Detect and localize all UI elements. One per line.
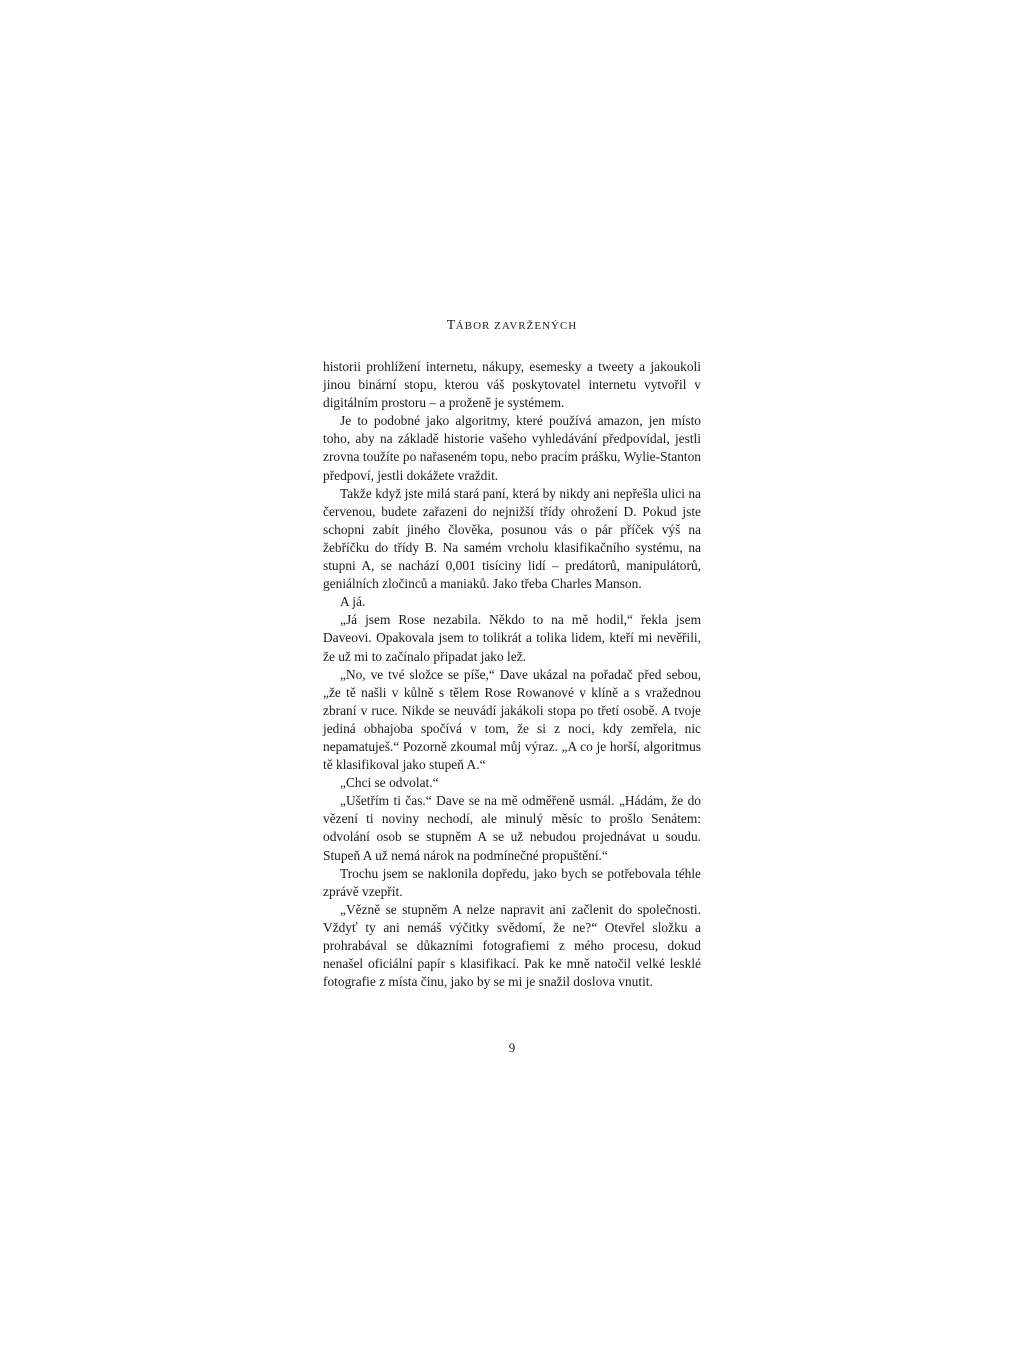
paragraph: Trochu jsem se naklonila dopředu, jako bych se potřebovala téhle zprávě vzepřít. [323,865,701,899]
paragraph: „Vězně se stupněm A nelze napravit ani začlenit do společnosti. Vždyť ty ani nemáš výčitky svědomí, že ne?“ Otevřel složku a prohrabával se důkazními fotografiemi z mého procesu, dokud nenašel oficiální papír s klasifikací. Pak ke mně natočil velké lesklé fotografie z místa činu, jako by se mi je snažil doslova vnutit. [323,901,701,990]
paragraph: Je to podobné jako algoritmy, které používá amazon, jen místo toho, aby na základě historie vašeho vyhledávání předpovídal, jestli zrovna toužíte po nařaseném topu, nebo pracím prášku, Wylie-Stanton předpoví, jestli dokážete vraždit. [323,413,701,483]
running-head-initial: T [446,318,456,333]
paragraph: „No, ve tvé složce se píše,“ Dave ukázal na pořadač před sebou, „že tě našli v kůlně s tělem Rose Rowanové v klíně a s vražednou zbraní v ruce. Nikde se neuvádí jakákoli stopa po třetí osobě. A tvoje jediná obhajoba spočívá v tom, že si z noci, kdy zemřela, nic nepamatuješ.“ Pozorně zkoumal můj výraz. „A co je horší, algoritmus tě klasifikoval jako stupeň A.“ [323,666,701,773]
running-head-title: ÁBOR ZAVRŽENÝCH [455,320,578,332]
body-text [323,358,701,991]
paragraph: A já. [340,594,366,610]
paragraph: historii prohlížení internetu, nákupy, esemesky a tweety a jakoukoli jinou binární stopu, kterou váš poskytovatel internetu vytvořil v digitálním prostoru – a proženě je systémem. [323,359,701,411]
paragraph: Takže když jste milá stará paní, která by nikdy ani nepřešla ulici na červenou, budete zařazeni do nejnižší třídy ohrožení D. Pokud jste schopni zabít jiného člověka, posunou vás o pár příček výš na žebříčku do třídy B. Na samém vrcholu klasifikačního systému, na stupni A, se nachází 0,001 tisíciny lidí – predátorů, manipulátorů, geniálních zločinců a maniaků. Jako třeba Charles Manson. [323,485,701,592]
paragraph: „Chci se odvolat.“ [340,775,439,791]
running-head [0,318,1024,334]
page-number: 9 [508,1040,516,1055]
paragraph: „Ušetřím ti čas.“ Dave se na mě odměřeně usmál. „Hádám, že do vězení ti noviny nechodí, ale minulý měsíc to prošlo Senátem: odvolání osob se stupněm A se už nebudou projednávat u soudu. Stupeň A už nemá nárok na podmínečné propuštění.“ [323,793,701,863]
paragraph: „Já jsem Rose nezabila. Někdo to na mě hodil,“ řekla jsem Daveovi. Opakovala jsem to tolikrát a tolika lidem, kteří mi nevěřili, že už mi to začínalo připadat jako lež. [323,612,701,664]
